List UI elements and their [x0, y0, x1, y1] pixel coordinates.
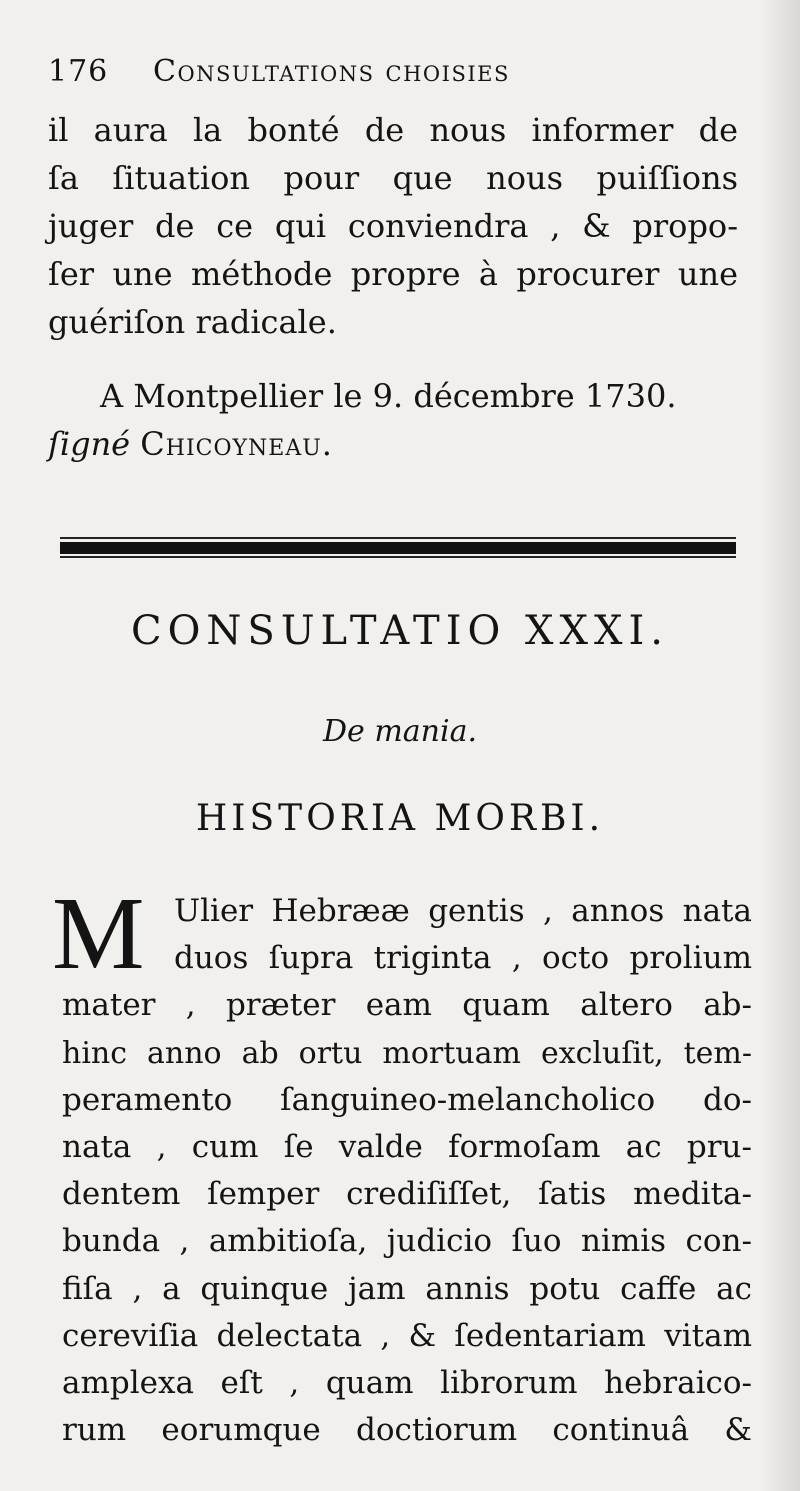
- section-heading: HISTORIA MORBI.: [195, 798, 605, 839]
- case-history-text: [52, 876, 752, 1454]
- text-line: il aura la bonté de nous informer de: [48, 111, 738, 149]
- drop-cap-letter: M: [52, 876, 145, 991]
- text-line: duos ſupra triginta , octo prolium: [174, 940, 752, 977]
- signed-word: ſigné: [48, 425, 131, 463]
- text-line: juger de ce qui conviendra , & propo-: [48, 207, 738, 245]
- running-head-title: Consultations choisies: [153, 54, 510, 89]
- text-line: rum eorumque doctiorum continuâ &: [62, 1412, 752, 1449]
- rule-line-thick: [60, 542, 736, 554]
- text-line: hinc anno ab ortu mortuam excluſit, tem-: [62, 1035, 752, 1071]
- text-line: peramento ſanguineo-melancholico do-: [62, 1081, 752, 1118]
- signatory-name: Chicoyneau.: [140, 425, 333, 463]
- consultation-title: CONSULTATIO XXXI.: [131, 608, 669, 654]
- top-paragraph: [48, 106, 738, 346]
- running-head: [48, 54, 738, 106]
- text-line: fiſa , a quinque jam annis potu caffe ac: [62, 1270, 752, 1307]
- text-line: ſa ſituation pour que nous puiſſions: [48, 159, 738, 197]
- consultation-subtitle: De mania.: [322, 714, 477, 749]
- text-line-content: Ulier Hebrææ gentis , annos nata: [174, 893, 752, 929]
- page-number: 176: [48, 54, 109, 89]
- rule-line-bottom: [60, 556, 736, 558]
- ornamental-rule: [60, 537, 736, 559]
- signature: [48, 420, 738, 468]
- dateline: A Montpellier le 9. décembre 1730.: [100, 377, 677, 415]
- text-line: bunda , ambitioſa, judicio ſuo nimis con-: [62, 1223, 752, 1260]
- text-line: ſer une méthode propre à procurer une: [48, 255, 738, 293]
- text-line: nata , cum ſe valde formoſam ac pru-: [62, 1128, 752, 1165]
- text-line: cereviſia delectata , & ſedentariam vitam: [62, 1317, 752, 1354]
- text-line: dentem ſemper crediſiſſet, ſatis medita-: [62, 1176, 752, 1213]
- text-line: amplexa eſt , quam librorum hebraico-: [62, 1364, 752, 1401]
- text-line: guériſon radicale.: [48, 303, 337, 341]
- text-line: mater , præter eam quam altero ab-: [62, 987, 752, 1024]
- rule-line-top: [60, 537, 736, 539]
- top-section: [48, 54, 738, 468]
